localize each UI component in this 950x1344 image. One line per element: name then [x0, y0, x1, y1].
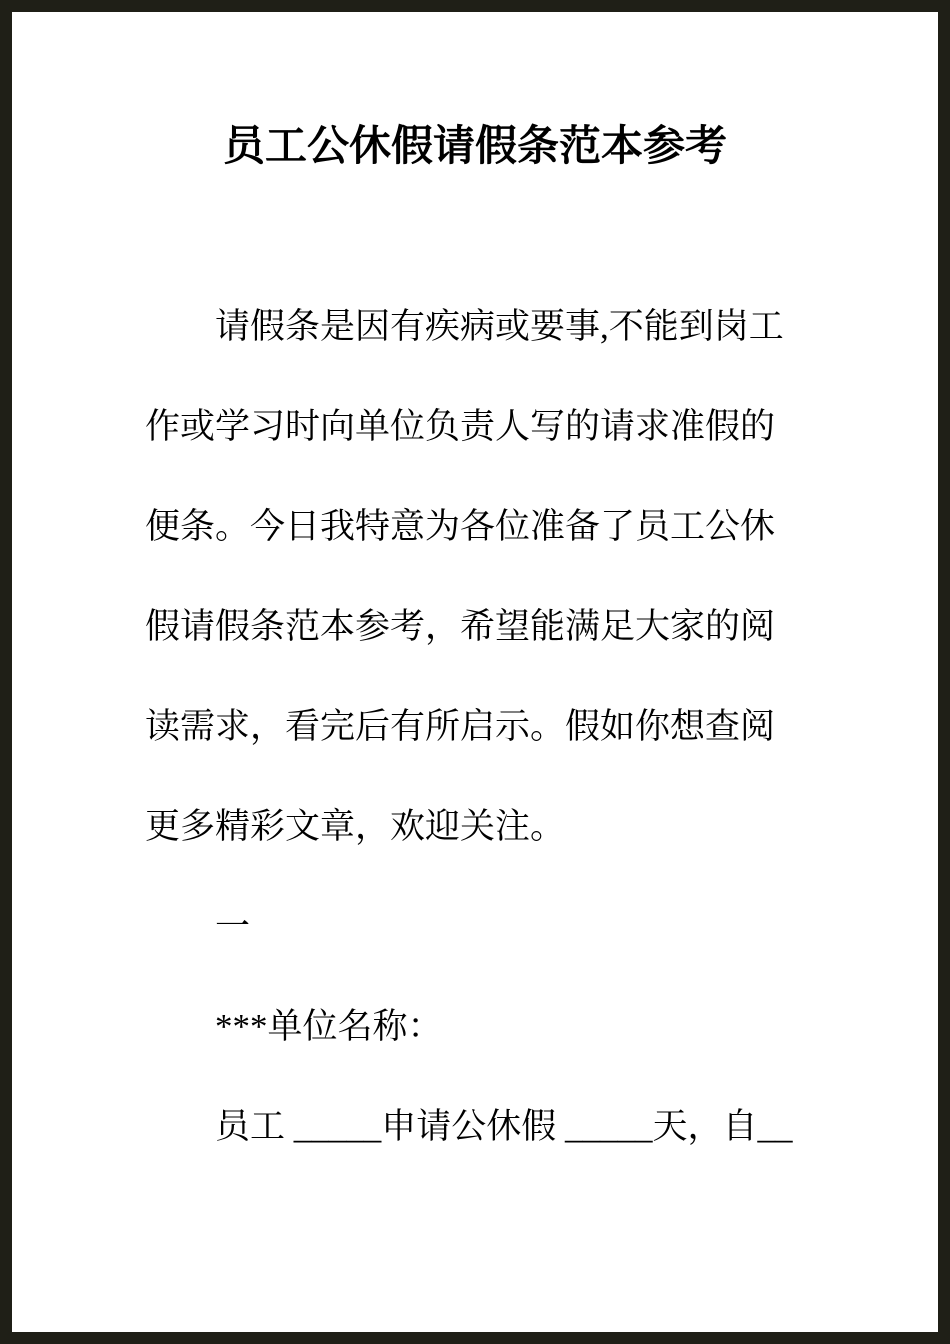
text-line: 作或学习时向单位负责人写的请求准假的	[145, 407, 776, 446]
document-body	[145, 277, 890, 1177]
text-line: 便条。今日我特意为各位准备了员工公休	[145, 507, 776, 546]
text-line: 读需求，看完后有所启示。假如你想查阅	[145, 707, 776, 746]
document-title: 员工公休假请假条范本参考	[222, 124, 727, 170]
text-line: 一	[215, 907, 251, 946]
text-line: 假请假条范本参考，希望能满足大家的阅	[145, 607, 776, 646]
text-line: 员工 _____申请公休假 _____天，自__	[215, 1107, 793, 1146]
text-line: 请假条是因有疾病或要事,不能到岗工	[215, 307, 784, 346]
text-line: ***单位名称：	[215, 1007, 443, 1046]
text-line: 更多精彩文章，欢迎关注。	[145, 807, 566, 846]
